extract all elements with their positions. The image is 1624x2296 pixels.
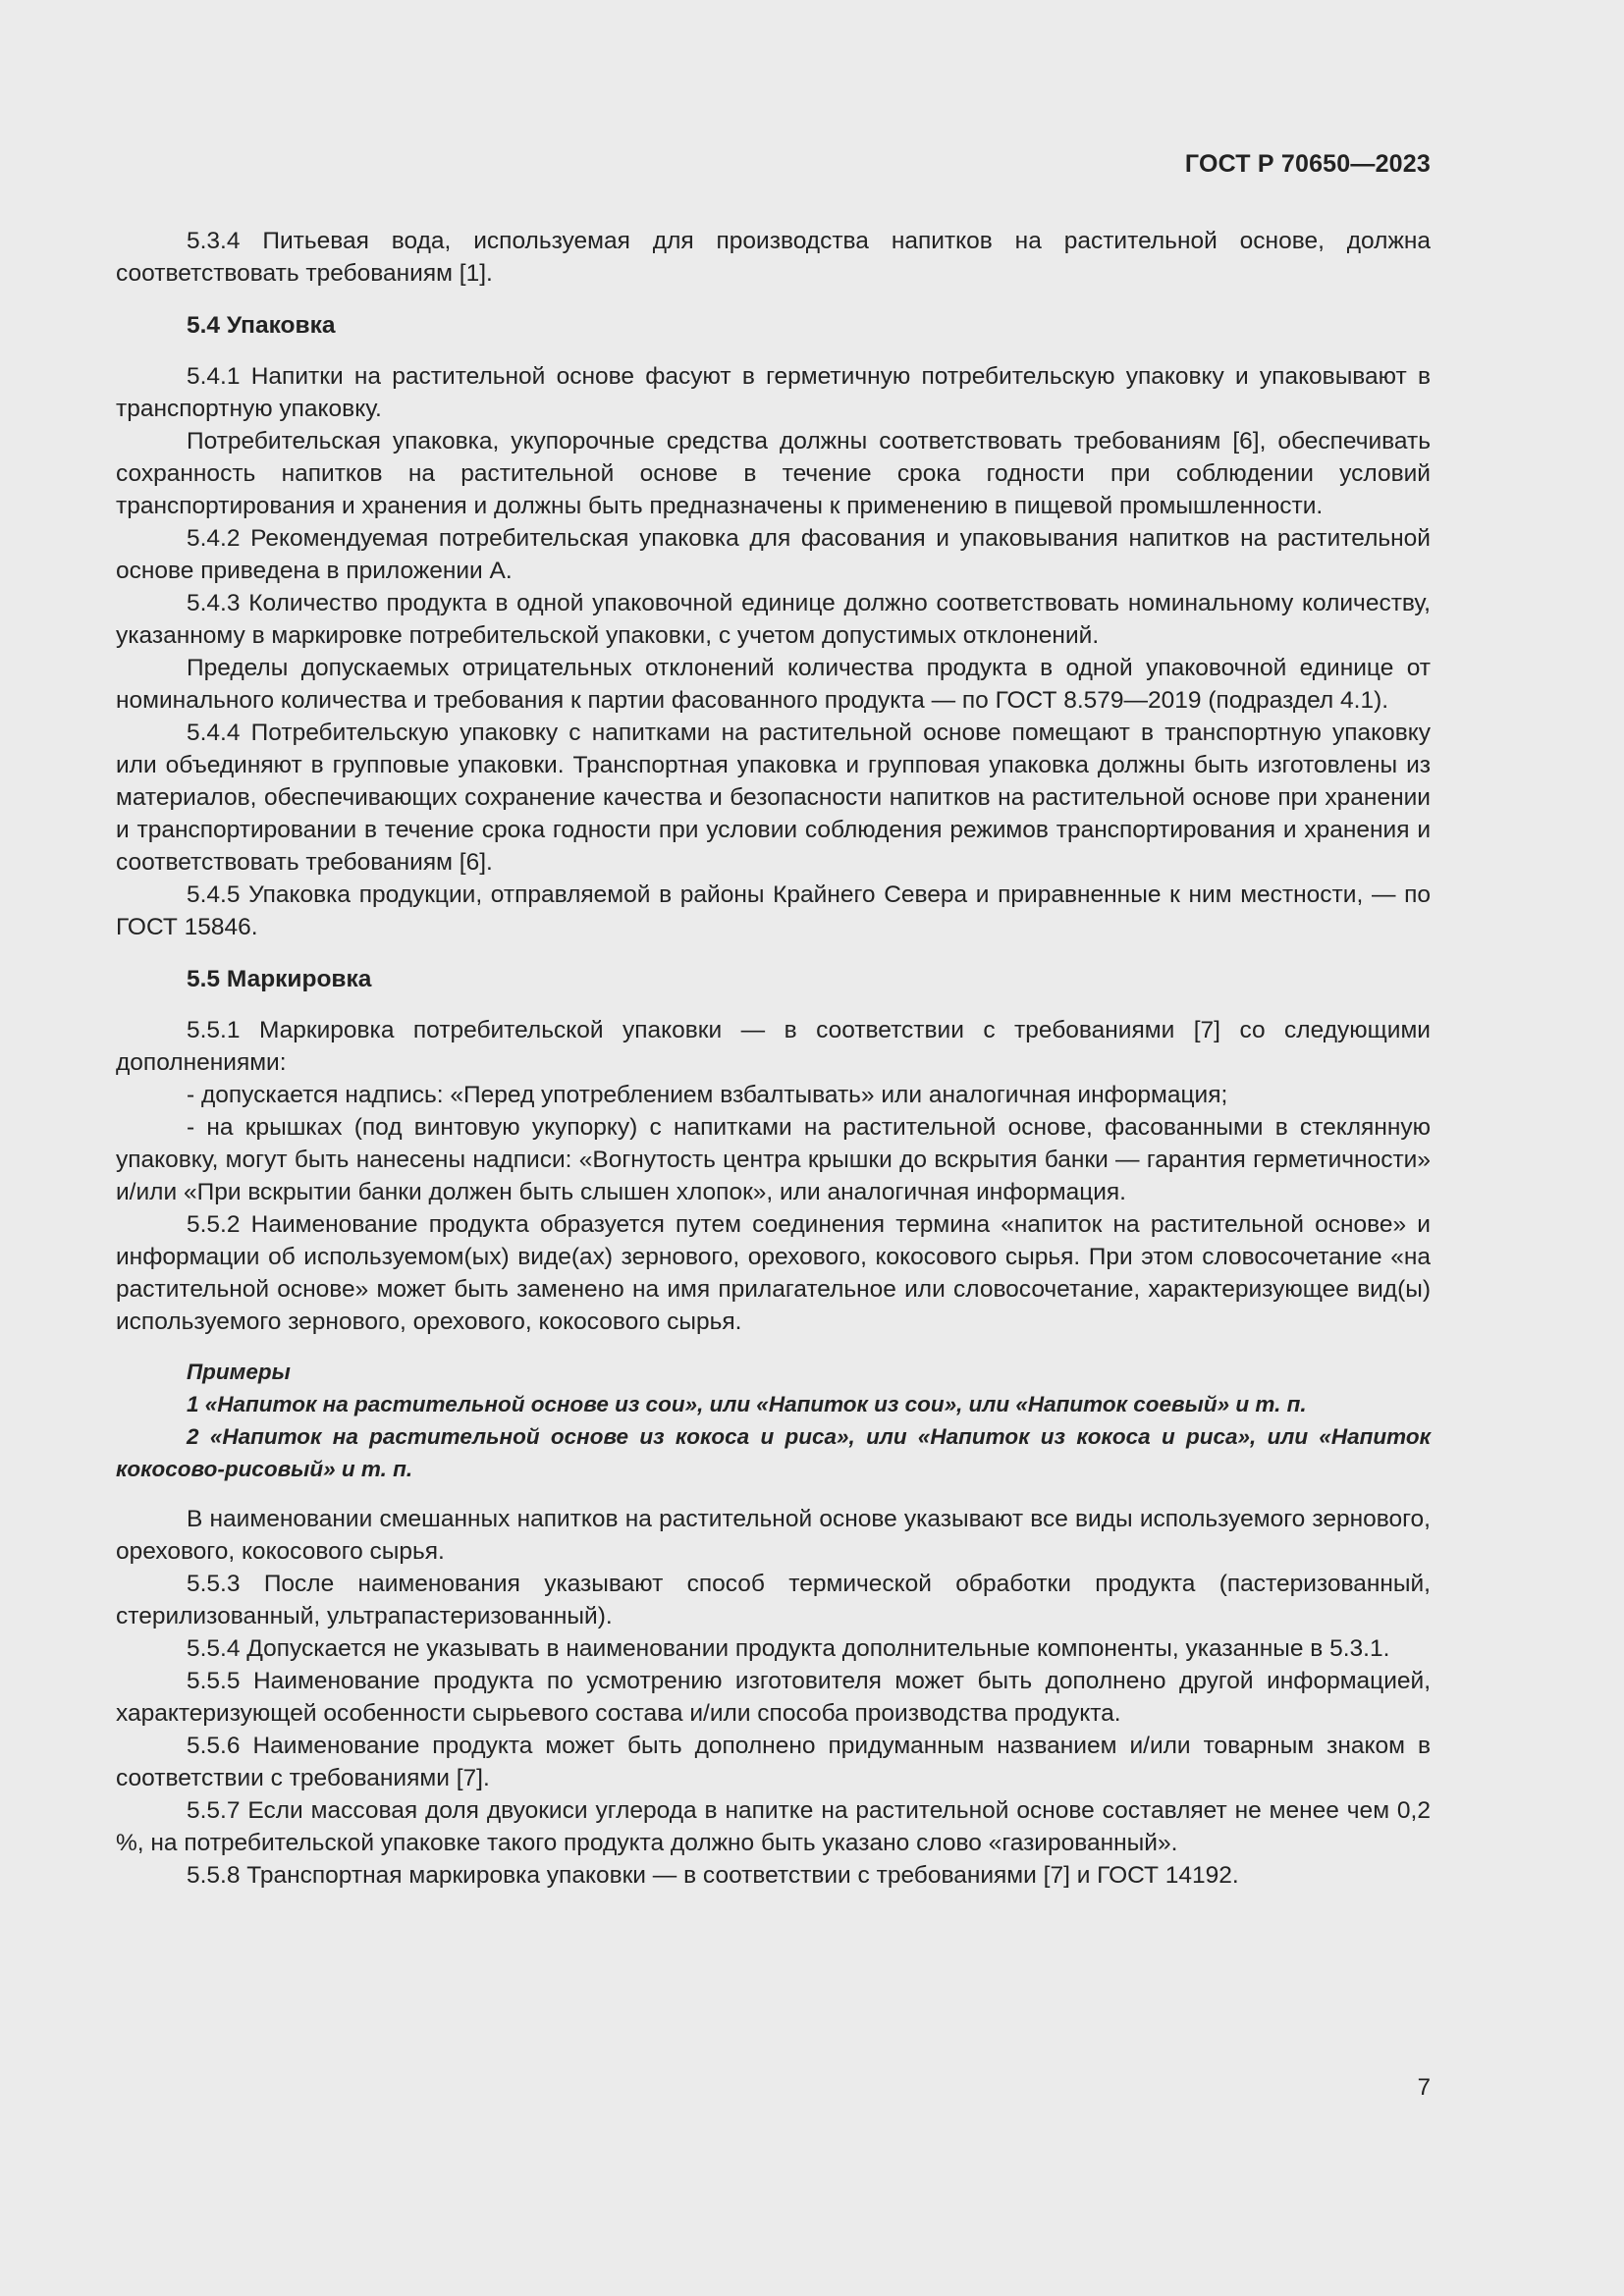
- paragraph-5-5-7: 5.5.7 Если массовая доля двуокиси углерода в напитке на растительной основе составляет не менее чем 0,2 %, на потребительской упаковке такого продукта должно быть указано слово «газированный».: [116, 1797, 1431, 1856]
- examples-block: [116, 1356, 1431, 1485]
- paragraph-5-5-3: 5.5.3 После наименования указывают способ термической обработки продукта (пастеризованный, стерилизованный, ультрапастеризованный).: [116, 1571, 1431, 1629]
- example-2: 2 «Напиток на растительной основе из кокоса и риса», или «Напиток из кокоса и риса», или «Напиток кокосово-рисовый» и т. п.: [116, 1424, 1431, 1481]
- paragraph-5-5-6: 5.5.6 Наименование продукта может быть дополнено придуманным названием и/или товарным знаком в соответствии с требованиями [7].: [116, 1733, 1431, 1791]
- paragraph-5-4-1: 5.4.1 Напитки на растительной основе фасуют в герметичную потребительскую упаковку и упаковывают в транспортную упаковку.: [116, 363, 1431, 422]
- paragraph-5-4-5: 5.4.5 Упаковка продукции, отправляемой в районы Крайнего Севера и приравненные к ним местности, — по ГОСТ 15846.: [116, 881, 1431, 940]
- paragraph-5-5-5: 5.5.5 Наименование продукта по усмотрению изготовителя может быть дополнено другой информацией, характеризующей особенности сырьевого состава и/или способа производства продукта.: [116, 1668, 1431, 1727]
- paragraph-5-5-2: 5.5.2 Наименование продукта образуется путем соединения термина «напиток на растительной основе» и информации об используемом(ых) виде(ах) зернового, орехового, кокосового сырья. При этом словосочетание «на растительной основе» может быть заменено на имя прилагательное или словосочетание, характеризующее вид(ы) используемого зернового, орехового, кокосового сырья.: [116, 1211, 1431, 1335]
- paragraph-5-4-3: 5.4.3 Количество продукта в одной упаковочной единице должно соответствовать номинальному количеству, указанному в маркировке потребительской упаковки, с учетом допустимых отклонений.: [116, 590, 1431, 649]
- list-item-shake-notice: - допускается надпись: «Перед употреблением взбалтывать» или аналогичная информация;: [187, 1082, 1228, 1108]
- paragraph-5-5-4: 5.5.4 Допускается не указывать в наименовании продукта дополнительные компоненты, указанные в 5.3.1.: [187, 1635, 1390, 1662]
- section-title-packaging: 5.4 Упаковка: [187, 312, 336, 339]
- paragraph-mixed-drinks-naming: В наименовании смешанных напитков на растительной основе указывают все виды используемого зернового, орехового, кокосового сырья.: [116, 1506, 1431, 1565]
- page-number: 7: [1417, 2074, 1431, 2101]
- list-item-lid-notice: - на крышках (под винтовую укупорку) с напитками на растительной основе, фасованными в стеклянную упаковку, могут быть нанесены надписи: «Вогнутость центра крышки до вскрытия банки — гарантия герметичности» и/или «При вскрытии банки должен быть слышен хлопок», или аналогичная информация.: [116, 1114, 1431, 1205]
- document-header: ГОСТ Р 70650—2023: [1184, 150, 1431, 178]
- paragraph-5-4-2: 5.4.2 Рекомендуемая потребительская упаковка для фасования и упаковывания напитков на растительной основе приведена в приложении А.: [116, 525, 1431, 584]
- examples-title: Примеры: [187, 1360, 291, 1384]
- paragraph-5-5-8: 5.5.8 Транспортная маркировка упаковки — в соответствии с требованиями [7] и ГОСТ 14192.: [187, 1862, 1239, 1889]
- document-body: [116, 225, 1431, 1892]
- paragraph-5-4-1-consumer-packaging: Потребительская упаковка, укупорочные средства должны соответствовать требованиям [6], обеспечивать сохранность напитков на растительной основе в течение срока годности при соблюдении условий транспортирования и хранения и должны быть предназначены к применению в пищевой промышленности.: [116, 428, 1431, 519]
- example-1: 1 «Напиток на растительной основе из сои», или «Напиток из сои», или «Напиток соевый» и т. п.: [187, 1392, 1307, 1416]
- section-title-marking: 5.5 Маркировка: [187, 966, 372, 992]
- paragraph-5-4-3-deviation-limits: Пределы допускаемых отрицательных отклонений количества продукта в одной упаковочной единице от номинального количества и требования к партии фасованного продукта — по ГОСТ 8.579—2019 (подраздел 4.1).: [116, 655, 1431, 714]
- paragraph-5-3-4: 5.3.4 Питьевая вода, используемая для производства напитков на растительной основе, должна соответствовать требованиям [1].: [116, 228, 1431, 287]
- paragraph-5-4-4: 5.4.4 Потребительскую упаковку с напитками на растительной основе помещают в транспортную упаковку или объединяют в групповые упаковки. Транспортная упаковка и групповая упаковка должны быть изготовлены из материалов, обеспечивающих сохранение качества и безопасности напитков на растительной основе при хранении и транспортировании в течение срока годности при условии соблюдения режимов транспортирования и хранения и соответствовать требованиям [6].: [116, 720, 1431, 876]
- paragraph-5-5-1: 5.5.1 Маркировка потребительской упаковки — в соответствии с требованиями [7] со следующими дополнениями:: [116, 1017, 1431, 1076]
